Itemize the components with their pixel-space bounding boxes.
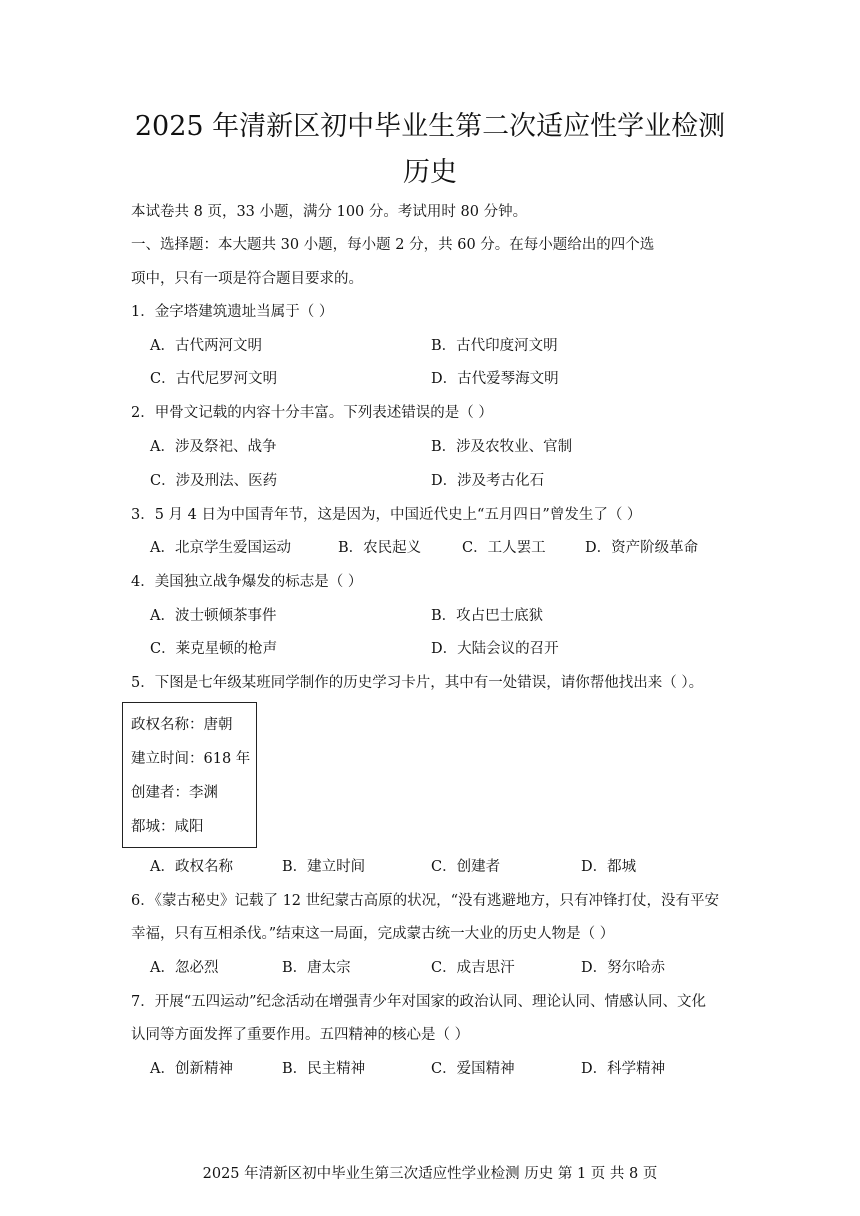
question-7-option-b: B．民主精神 — [282, 1061, 366, 1077]
question-2-stem: 2．甲骨文记载的内容十分丰富。下列表述错误的是（ ） — [131, 405, 493, 421]
question-7-stem-line-1: 7．开展“五四运动”纪念活动在增强青少年对国家的政治认同、理论认同、情感认同、文化 — [131, 994, 707, 1010]
question-2-option-a: A．涉及祭祀、战争 — [150, 439, 277, 455]
question-6-option-b: B．唐太宗 — [282, 960, 351, 976]
exam-intro: 本试卷共 8 页，33 小题，满分 100 分。考试用时 80 分钟。 — [131, 204, 528, 220]
question-5-option-b: B．建立时间 — [282, 859, 366, 875]
question-1-option-a: A．古代两河文明 — [150, 338, 262, 354]
question-3-option-c: C．工人罢工 — [462, 540, 546, 556]
question-1-option-d: D．古代爱琴海文明 — [431, 371, 559, 387]
question-7-stem-line-2: 认同等方面发挥了重要作用。五四精神的核心是（ ） — [131, 1027, 470, 1043]
question-4-option-a: A．波士顿倾茶事件 — [150, 608, 277, 624]
question-3-option-b: B．农民起义 — [338, 540, 422, 556]
exam-title: 2025 年清新区初中毕业生第二次适应性学业检测 — [134, 111, 726, 142]
question-7-option-a: A．创新精神 — [150, 1061, 233, 1077]
question-5-option-a: A．政权名称 — [150, 859, 233, 875]
question-6-option-c: C．成吉思汗 — [431, 960, 515, 976]
question-2-option-d: D．涉及考古化石 — [431, 473, 545, 489]
question-6-option-a: A．忽必烈 — [150, 960, 219, 976]
card-founding-time: 建立时间：618 年 — [131, 751, 251, 767]
card-regime-name: 政权名称：唐朝 — [131, 717, 233, 733]
question-3-option-a: A．北京学生爱国运动 — [150, 540, 291, 556]
card-founder: 创建者：李渊 — [131, 785, 218, 801]
question-4-option-c: C．莱克星顿的枪声 — [150, 641, 278, 657]
question-2-option-b: B．涉及农牧业、官制 — [431, 439, 573, 455]
exam-subject: 历史 — [403, 157, 457, 188]
card-capital: 都城：咸阳 — [131, 819, 204, 835]
section-heading-line-1: 一、选择题：本大题共 30 小题，每小题 2 分，共 60 分。在每小题给出的四个选 — [131, 237, 655, 253]
question-6-option-d: D．努尔哈赤 — [581, 960, 666, 976]
page-footer: 2025 年清新区初中毕业生第三次适应性学业检测 历史 第 1 页 共 8 页 — [202, 1166, 658, 1182]
question-7-option-c: C．爱国精神 — [431, 1061, 515, 1077]
question-3-option-d: D．资产阶级革命 — [585, 540, 699, 556]
question-4-stem: 4．美国独立战争爆发的标志是（ ） — [131, 574, 363, 590]
question-3-stem: 3．5 月 4 日为中国青年节，这是因为，中国近代史上“五月四日”曾发生了（ ） — [131, 507, 642, 523]
question-6-stem-line-2: 幸福，只有互相杀伐。”结束这一局面，完成蒙古统一大业的历史人物是（ ） — [131, 926, 615, 942]
question-2-option-c: C．涉及刑法、医药 — [150, 473, 278, 489]
question-1-option-c: C．古代尼罗河文明 — [150, 371, 278, 387]
history-study-card — [122, 702, 257, 848]
question-1-stem: 1．金字塔建筑遗址当属于（ ） — [131, 304, 334, 320]
question-1-option-b: B．古代印度河文明 — [431, 338, 558, 354]
question-5-option-d: D．都城 — [581, 859, 637, 875]
question-5-stem: 5．下图是七年级某班同学制作的历史学习卡片，其中有一处错误，请你帮他找出来（ ）。 — [131, 675, 704, 691]
section-heading-line-2: 项中，只有一项是符合题目要求的。 — [131, 271, 363, 287]
question-4-option-b: B．攻占巴士底狱 — [431, 608, 544, 624]
question-4-option-d: D．大陆会议的召开 — [431, 641, 559, 657]
question-5-option-c: C．创建者 — [431, 859, 501, 875]
question-7-option-d: D．科学精神 — [581, 1061, 666, 1077]
question-6-stem-line-1: 6．《蒙古秘史》记载了 12 世纪蒙古高原的状况，“没有逃避地方，只有冲锋打仗，没有平安 — [131, 893, 720, 909]
